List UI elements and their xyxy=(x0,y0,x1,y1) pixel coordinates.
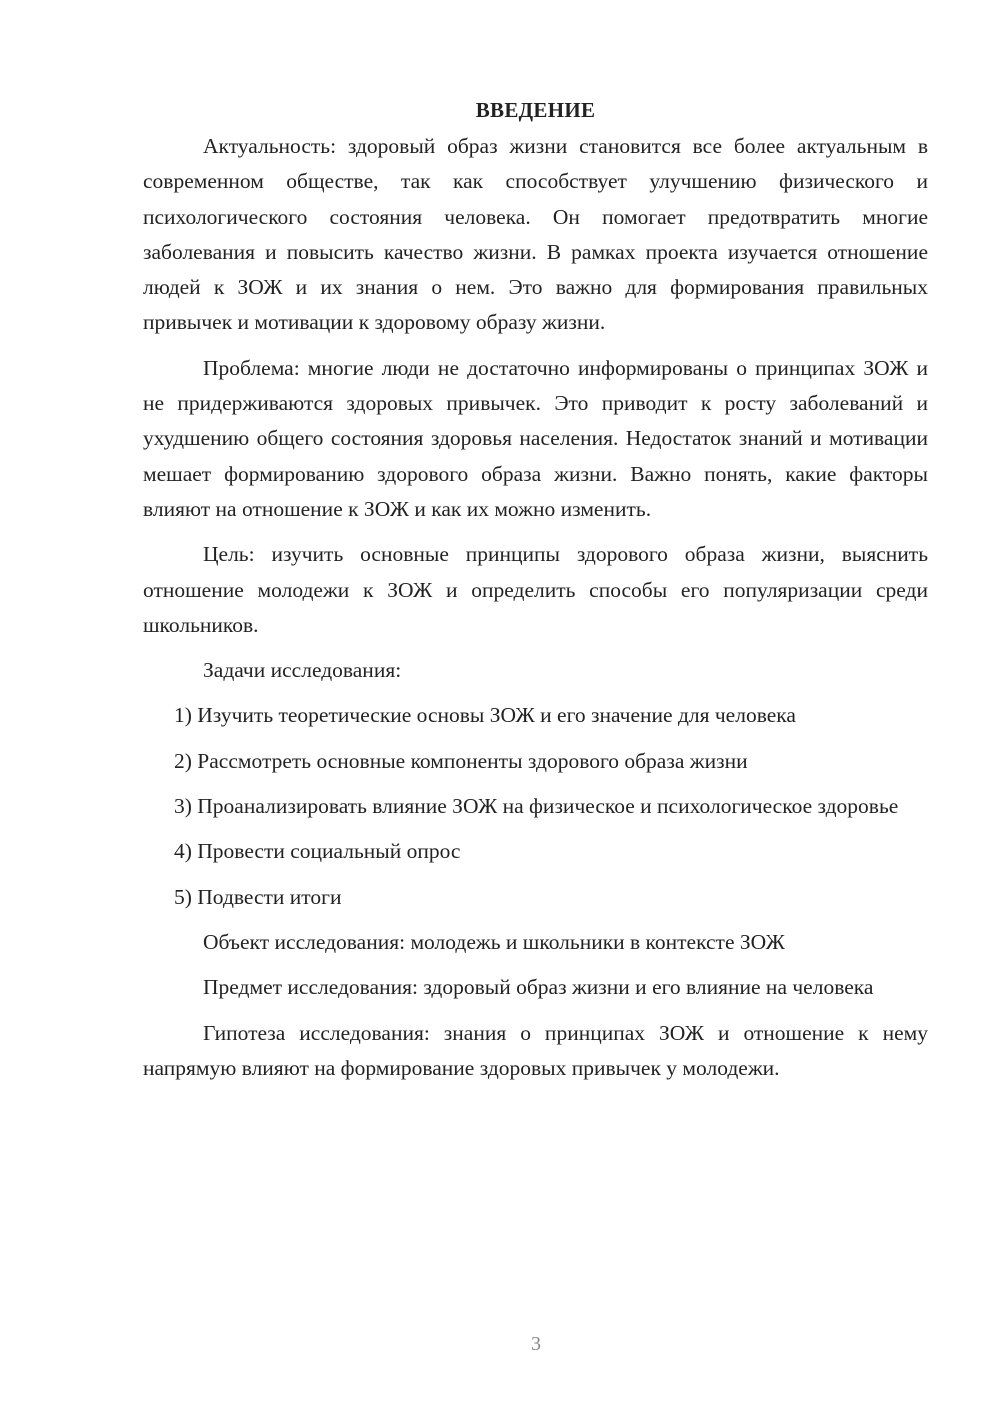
task-item-1: 1) Изучить теоретические основы ЗОЖ и его значение для человека xyxy=(174,703,796,728)
task-item-3: 3) Проанализировать влияние ЗОЖ на физическое и психологическое здоровье xyxy=(174,794,899,819)
task-item-4: 4) Провести социальный опрос xyxy=(174,839,461,864)
task-item-2: 2) Рассмотреть основные компоненты здорового образа жизни xyxy=(174,748,748,773)
page-number: 3 xyxy=(531,1333,541,1355)
object-paragraph: Объект исследования: молодежь и школьники в контексте ЗОЖ xyxy=(203,929,785,954)
tasks-heading: Задачи исследования: xyxy=(203,658,402,683)
section-title: ВВЕДЕНИЕ xyxy=(475,98,596,122)
subject-paragraph: Предмет исследования: здоровый образ жизни и его влияние на человека xyxy=(203,975,874,1000)
hypothesis-paragraph: Гипотеза исследования: знания о принципах ЗОЖ и отношение к нему напрямую влияют на формирование здоровых привычек у молодежи. xyxy=(143,1020,928,1080)
task-item-5: 5) Подвести итоги xyxy=(174,884,342,909)
problem-paragraph: Проблема: многие люди не достаточно информированы о принципах ЗОЖ и не придерживаются здоровых привычек. Это приводит к росту заболеваний и ухудшению общего состояния здоровья населения. Недостаток знаний и мотивации мешает формированию здорового образа жизни. Важно понять, какие факторы влияют на отношение к ЗОЖ и как их можно изменить. xyxy=(143,355,928,521)
relevance-paragraph: Актуальность: здоровый образ жизни становится все более актуальным в современном обществе, так как способствует улучшению физического и психологического состояния человека. Он помогает предотвратить многие заболевания и повысить качество жизни. В рамках проекта изучается отношение людей к ЗОЖ и их знания о нем. Это важно для формирования правильных привычек и мотивации к здоровому образу жизни. xyxy=(143,134,928,335)
page-content xyxy=(143,95,928,1096)
goal-paragraph: Цель: изучить основные принципы здорового образа жизни, выяснить отношение молодежи к ЗОЖ и определить способы его популяризации среди школьников. xyxy=(143,542,928,637)
tasks-list xyxy=(143,698,928,914)
